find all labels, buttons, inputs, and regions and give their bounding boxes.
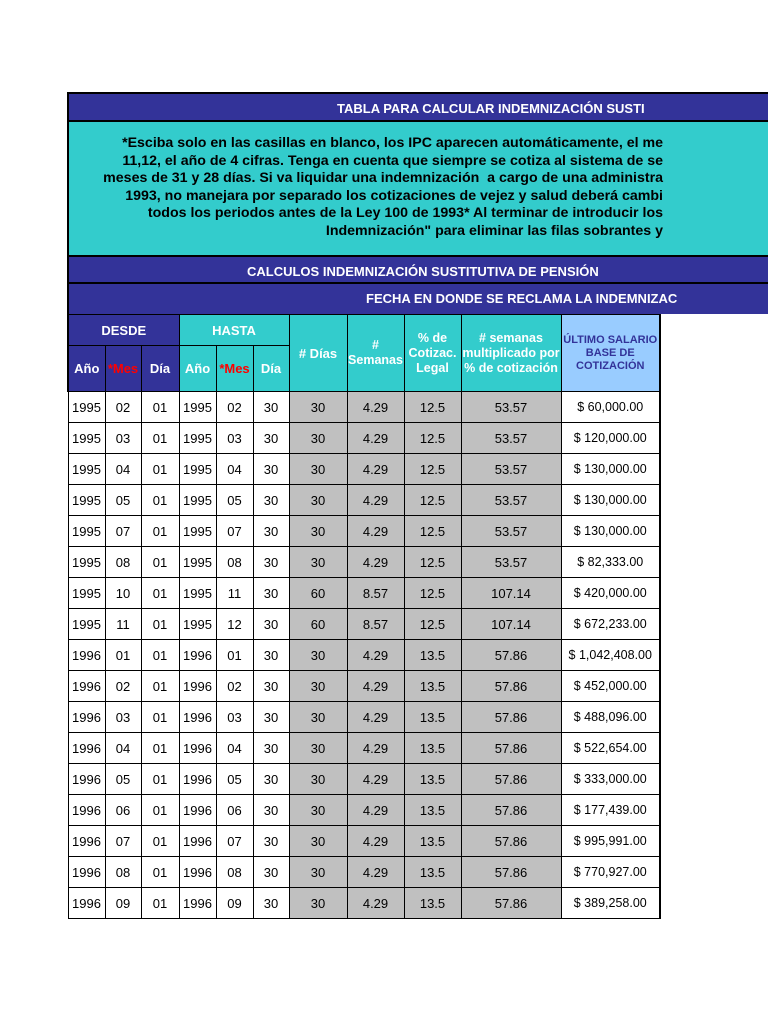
hasta-dia-cell[interactable]: 30 xyxy=(253,640,289,671)
cotizacion-header: % de Cotizac. Legal xyxy=(404,315,461,392)
hasta-anio-cell[interactable]: 1995 xyxy=(179,485,216,516)
salario-cell[interactable]: $ 770,927.00 xyxy=(561,857,660,888)
salario-cell[interactable]: $ 389,258.00 xyxy=(561,888,660,919)
desde-dia-cell[interactable]: 01 xyxy=(141,392,179,423)
hasta-dia-cell[interactable]: 30 xyxy=(253,764,289,795)
semanas-multiplicado-cell: 57.86 xyxy=(461,857,561,888)
semanas-cell: 4.29 xyxy=(347,454,404,485)
dias-cell: 30 xyxy=(289,423,347,454)
table-row xyxy=(68,857,660,888)
desde-anio-cell[interactable]: 1995 xyxy=(68,516,105,547)
desde-anio-cell[interactable]: 1996 xyxy=(68,857,105,888)
hasta-dia-cell[interactable]: 30 xyxy=(253,454,289,485)
salario-cell[interactable]: $ 177,439.00 xyxy=(561,795,660,826)
hasta-dia-cell[interactable]: 30 xyxy=(253,888,289,919)
instructions-box xyxy=(67,122,768,255)
desde-mes-cell[interactable]: 02 xyxy=(105,392,141,423)
semanas-multiplicado-cell: 53.57 xyxy=(461,454,561,485)
hasta-dia-cell[interactable]: 30 xyxy=(253,857,289,888)
cotizacion-cell: 13.5 xyxy=(404,888,461,919)
desde-dia-cell[interactable]: 01 xyxy=(141,516,179,547)
semanas-multiplicado-cell: 53.57 xyxy=(461,547,561,578)
dias-cell: 30 xyxy=(289,516,347,547)
desde-mes-cell[interactable]: 06 xyxy=(105,795,141,826)
semanas-cell: 8.57 xyxy=(347,609,404,640)
cotizacion-cell: 13.5 xyxy=(404,671,461,702)
hasta-anio-cell[interactable]: 1995 xyxy=(179,516,216,547)
semanas-multiplicado-cell: 57.86 xyxy=(461,733,561,764)
desde-mes-cell[interactable]: 05 xyxy=(105,485,141,516)
cotizacion-cell: 12.5 xyxy=(404,609,461,640)
hasta-mes-cell[interactable]: 05 xyxy=(216,764,253,795)
semanas-multiplicado-header: # semanas multiplicado por % de cotización xyxy=(461,315,561,392)
desde-mes-cell[interactable]: 03 xyxy=(105,423,141,454)
semanas-multiplicado-cell: 57.86 xyxy=(461,702,561,733)
semanas-multiplicado-cell: 107.14 xyxy=(461,578,561,609)
hasta-dia-cell[interactable]: 30 xyxy=(253,547,289,578)
desde-dia-cell[interactable]: 01 xyxy=(141,826,179,857)
hasta-mes-cell[interactable]: 08 xyxy=(216,857,253,888)
desde-anio-cell[interactable]: 1996 xyxy=(68,764,105,795)
desde-mes-cell[interactable]: 10 xyxy=(105,578,141,609)
semanas-cell: 4.29 xyxy=(347,702,404,733)
cotizacion-cell: 12.5 xyxy=(404,547,461,578)
semanas-multiplicado-cell: 57.86 xyxy=(461,888,561,919)
hasta-mes-cell[interactable]: 07 xyxy=(216,516,253,547)
hasta-dia-cell[interactable]: 30 xyxy=(253,423,289,454)
semanas-cell: 4.29 xyxy=(347,733,404,764)
desde-mes-cell[interactable]: 02 xyxy=(105,671,141,702)
hasta-anio-cell[interactable]: 1996 xyxy=(179,764,216,795)
semanas-cell: 8.57 xyxy=(347,578,404,609)
hasta-anio-cell[interactable]: 1996 xyxy=(179,795,216,826)
hasta-mes-cell[interactable]: 06 xyxy=(216,795,253,826)
desde-dia-cell[interactable]: 01 xyxy=(141,702,179,733)
contributions-table xyxy=(67,314,661,919)
desde-anio-cell[interactable]: 1996 xyxy=(68,826,105,857)
salario-cell[interactable]: $ 995,991.00 xyxy=(561,826,660,857)
semanas-multiplicado-cell: 53.57 xyxy=(461,485,561,516)
hasta-dia-cell[interactable]: 30 xyxy=(253,578,289,609)
desde-mes-cell[interactable]: 05 xyxy=(105,764,141,795)
table-row xyxy=(68,733,660,764)
instructions-text xyxy=(69,122,663,240)
cotizacion-cell: 12.5 xyxy=(404,454,461,485)
table-row xyxy=(68,423,660,454)
hasta-header: HASTA xyxy=(179,315,289,346)
hasta-mes-cell[interactable]: 02 xyxy=(216,392,253,423)
claim-date-label: FECHA EN DONDE SE RECLAMA LA INDEMNIZAC xyxy=(366,291,678,306)
hasta-mes-cell[interactable]: 08 xyxy=(216,547,253,578)
salario-cell[interactable]: $ 120,000.00 xyxy=(561,423,660,454)
hasta-mes-header: *Mes xyxy=(216,346,253,392)
table-row xyxy=(68,454,660,485)
semanas-cell: 4.29 xyxy=(347,485,404,516)
semanas-cell: 4.29 xyxy=(347,547,404,578)
dias-cell: 30 xyxy=(289,547,347,578)
table-row xyxy=(68,764,660,795)
dias-cell: 30 xyxy=(289,485,347,516)
dias-header: # Días xyxy=(289,315,347,392)
desde-mes-cell[interactable]: 08 xyxy=(105,547,141,578)
hasta-mes-cell[interactable]: 03 xyxy=(216,423,253,454)
hasta-mes-cell[interactable]: 09 xyxy=(216,888,253,919)
desde-dia-header: Día xyxy=(141,346,179,392)
salario-cell[interactable]: $ 82,333.00 xyxy=(561,547,660,578)
cotizacion-cell: 13.5 xyxy=(404,764,461,795)
semanas-cell: 4.29 xyxy=(347,640,404,671)
hasta-dia-cell[interactable]: 30 xyxy=(253,702,289,733)
hasta-anio-cell[interactable]: 1995 xyxy=(179,547,216,578)
hasta-mes-cell[interactable]: 05 xyxy=(216,485,253,516)
hasta-mes-cell[interactable]: 01 xyxy=(216,640,253,671)
instruction-line: 11,12, el año de 4 cifras. Tenga en cuenta que siempre se cotiza al sistema de se xyxy=(122,152,663,169)
desde-anio-cell[interactable]: 1996 xyxy=(68,671,105,702)
cotizacion-cell: 12.5 xyxy=(404,423,461,454)
desde-anio-cell[interactable]: 1996 xyxy=(68,702,105,733)
hasta-anio-cell[interactable]: 1995 xyxy=(179,392,216,423)
table-row xyxy=(68,485,660,516)
semanas-multiplicado-cell: 57.86 xyxy=(461,795,561,826)
desde-dia-cell[interactable]: 01 xyxy=(141,671,179,702)
dias-cell: 30 xyxy=(289,454,347,485)
salario-cell[interactable]: $ 60,000.00 xyxy=(561,392,660,423)
hasta-dia-cell[interactable]: 30 xyxy=(253,671,289,702)
hasta-dia-header: Día xyxy=(253,346,289,392)
desde-dia-cell[interactable]: 01 xyxy=(141,640,179,671)
hasta-dia-cell[interactable]: 30 xyxy=(253,609,289,640)
cotizacion-cell: 12.5 xyxy=(404,485,461,516)
desde-anio-cell[interactable]: 1995 xyxy=(68,578,105,609)
table-title-bar xyxy=(67,92,768,122)
hasta-dia-cell[interactable]: 30 xyxy=(253,392,289,423)
desde-dia-cell[interactable]: 01 xyxy=(141,857,179,888)
hasta-mes-cell[interactable]: 02 xyxy=(216,671,253,702)
salario-cell[interactable]: $ 452,000.00 xyxy=(561,671,660,702)
dias-cell: 30 xyxy=(289,640,347,671)
hasta-mes-cell[interactable]: 03 xyxy=(216,702,253,733)
hasta-mes-cell[interactable]: 04 xyxy=(216,733,253,764)
table-title: TABLA PARA CALCULAR INDEMNIZACIÓN SUSTI xyxy=(337,101,645,116)
table-row xyxy=(68,547,660,578)
table-row xyxy=(68,702,660,733)
desde-anio-cell[interactable]: 1995 xyxy=(68,609,105,640)
hasta-anio-cell[interactable]: 1995 xyxy=(179,423,216,454)
salario-cell[interactable]: $ 130,000.00 xyxy=(561,516,660,547)
instruction-line: meses de 31 y 28 días. Si va liquidar una indemnización a cargo de una administra xyxy=(103,170,663,186)
semanas-cell: 4.29 xyxy=(347,392,404,423)
desde-anio-cell[interactable]: 1996 xyxy=(68,640,105,671)
dias-cell: 30 xyxy=(289,702,347,733)
desde-dia-cell[interactable]: 01 xyxy=(141,547,179,578)
semanas-cell: 4.29 xyxy=(347,888,404,919)
dias-cell: 30 xyxy=(289,795,347,826)
table-row xyxy=(68,888,660,919)
hasta-mes-cell[interactable]: 11 xyxy=(216,578,253,609)
hasta-dia-cell[interactable]: 30 xyxy=(253,733,289,764)
table-row xyxy=(68,795,660,826)
desde-dia-cell[interactable]: 01 xyxy=(141,423,179,454)
desde-anio-cell[interactable]: 1996 xyxy=(68,795,105,826)
semanas-cell: 4.29 xyxy=(347,826,404,857)
desde-mes-header: *Mes xyxy=(105,346,141,392)
desde-anio-cell[interactable]: 1995 xyxy=(68,454,105,485)
hasta-anio-cell[interactable]: 1996 xyxy=(179,826,216,857)
hasta-anio-cell[interactable]: 1996 xyxy=(179,888,216,919)
hasta-anio-header: Año xyxy=(179,346,216,392)
desde-mes-cell[interactable]: 08 xyxy=(105,857,141,888)
semanas-multiplicado-cell: 57.86 xyxy=(461,671,561,702)
hasta-mes-cell[interactable]: 07 xyxy=(216,826,253,857)
calc-title-bar xyxy=(67,255,768,284)
desde-dia-cell[interactable]: 01 xyxy=(141,888,179,919)
salario-cell[interactable]: $ 1,042,408.00 xyxy=(561,640,660,671)
desde-anio-header: Año xyxy=(68,346,105,392)
table-row xyxy=(68,609,660,640)
dias-cell: 30 xyxy=(289,392,347,423)
desde-mes-cell[interactable]: 07 xyxy=(105,516,141,547)
hasta-anio-cell[interactable]: 1995 xyxy=(179,609,216,640)
semanas-header: # Semanas xyxy=(347,315,404,392)
table-row xyxy=(68,671,660,702)
desde-anio-cell[interactable]: 1995 xyxy=(68,392,105,423)
semanas-cell: 4.29 xyxy=(347,764,404,795)
desde-anio-cell[interactable]: 1996 xyxy=(68,733,105,764)
cotizacion-cell: 13.5 xyxy=(404,733,461,764)
cotizacion-cell: 12.5 xyxy=(404,578,461,609)
desde-dia-cell[interactable]: 01 xyxy=(141,733,179,764)
semanas-cell: 4.29 xyxy=(347,516,404,547)
semanas-multiplicado-cell: 57.86 xyxy=(461,640,561,671)
hasta-dia-cell[interactable]: 30 xyxy=(253,826,289,857)
table-row xyxy=(68,516,660,547)
instruction-line: *Esciba solo en las casillas en blanco, los IPC aparecen automáticamente, el me xyxy=(122,135,663,151)
desde-mes-cell[interactable]: 04 xyxy=(105,454,141,485)
desde-mes-cell[interactable]: 04 xyxy=(105,733,141,764)
salario-cell[interactable]: $ 488,096.00 xyxy=(561,702,660,733)
semanas-multiplicado-cell: 53.57 xyxy=(461,516,561,547)
instruction-line: todos los periodos antes de la Ley 100 de 1993* Al terminar de introducir los xyxy=(147,205,663,221)
semanas-cell: 4.29 xyxy=(347,671,404,702)
table-row xyxy=(68,392,660,423)
desde-mes-cell[interactable]: 01 xyxy=(105,640,141,671)
desde-anio-cell[interactable]: 1995 xyxy=(68,423,105,454)
hasta-mes-cell[interactable]: 04 xyxy=(216,454,253,485)
semanas-multiplicado-cell: 57.86 xyxy=(461,826,561,857)
salario-cell[interactable]: $ 333,000.00 xyxy=(561,764,660,795)
dias-cell: 60 xyxy=(289,609,347,640)
hasta-mes-cell[interactable]: 12 xyxy=(216,609,253,640)
dias-cell: 30 xyxy=(289,671,347,702)
hasta-dia-cell[interactable]: 30 xyxy=(253,795,289,826)
salario-cell[interactable]: $ 522,654.00 xyxy=(561,733,660,764)
dias-cell: 30 xyxy=(289,888,347,919)
semanas-multiplicado-cell: 107.14 xyxy=(461,609,561,640)
salario-cell[interactable]: $ 672,233.00 xyxy=(561,609,660,640)
salario-cell[interactable]: $ 130,000.00 xyxy=(561,454,660,485)
table-row xyxy=(68,826,660,857)
desde-header: DESDE xyxy=(68,315,179,346)
cotizacion-cell: 12.5 xyxy=(404,392,461,423)
desde-mes-cell[interactable]: 11 xyxy=(105,609,141,640)
dias-cell: 30 xyxy=(289,764,347,795)
salario-cell[interactable]: $ 130,000.00 xyxy=(561,485,660,516)
cotizacion-cell: 13.5 xyxy=(404,640,461,671)
semanas-cell: 4.29 xyxy=(347,857,404,888)
cotizacion-cell: 12.5 xyxy=(404,516,461,547)
calc-title: CALCULOS INDEMNIZACIÓN SUSTITUTIVA DE PENSIÓN xyxy=(247,264,599,279)
desde-dia-cell[interactable]: 01 xyxy=(141,578,179,609)
semanas-cell: 4.29 xyxy=(347,423,404,454)
desde-anio-cell[interactable]: 1996 xyxy=(68,888,105,919)
desde-mes-cell[interactable]: 09 xyxy=(105,888,141,919)
hasta-anio-cell[interactable]: 1996 xyxy=(179,640,216,671)
dias-cell: 30 xyxy=(289,826,347,857)
dias-cell: 60 xyxy=(289,578,347,609)
desde-mes-cell[interactable]: 03 xyxy=(105,702,141,733)
instruction-line: 1993, no manejara por separado los cotizaciones de vejez y salud deberá cambi xyxy=(125,187,663,204)
desde-dia-cell[interactable]: 01 xyxy=(141,764,179,795)
hasta-dia-cell[interactable]: 30 xyxy=(253,485,289,516)
instruction-line: Indemnización" para eliminar las filas sobrantes y xyxy=(325,222,663,239)
semanas-multiplicado-cell: 53.57 xyxy=(461,392,561,423)
desde-anio-cell[interactable]: 1995 xyxy=(68,547,105,578)
desde-dia-cell[interactable]: 01 xyxy=(141,485,179,516)
desde-dia-cell[interactable]: 01 xyxy=(141,795,179,826)
hasta-anio-cell[interactable]: 1996 xyxy=(179,671,216,702)
dias-cell: 30 xyxy=(289,857,347,888)
salario-base-header: ÚLTIMO SALARIO BASE DE COTIZACIÓN xyxy=(561,315,660,392)
hasta-anio-cell[interactable]: 1996 xyxy=(179,857,216,888)
table-row xyxy=(68,578,660,609)
cotizacion-cell: 13.5 xyxy=(404,702,461,733)
semanas-cell: 4.29 xyxy=(347,795,404,826)
hasta-anio-cell[interactable]: 1995 xyxy=(179,578,216,609)
semanas-multiplicado-cell: 57.86 xyxy=(461,764,561,795)
hasta-dia-cell[interactable]: 30 xyxy=(253,516,289,547)
dias-cell: 30 xyxy=(289,733,347,764)
desde-dia-cell[interactable]: 01 xyxy=(141,609,179,640)
salario-cell[interactable]: $ 420,000.00 xyxy=(561,578,660,609)
desde-dia-cell[interactable]: 01 xyxy=(141,454,179,485)
semanas-multiplicado-cell: 53.57 xyxy=(461,423,561,454)
cotizacion-cell: 13.5 xyxy=(404,795,461,826)
claim-date-bar xyxy=(67,284,768,314)
hasta-anio-cell[interactable]: 1996 xyxy=(179,702,216,733)
hasta-anio-cell[interactable]: 1995 xyxy=(179,454,216,485)
hasta-anio-cell[interactable]: 1996 xyxy=(179,733,216,764)
desde-mes-cell[interactable]: 07 xyxy=(105,826,141,857)
cotizacion-cell: 13.5 xyxy=(404,857,461,888)
desde-anio-cell[interactable]: 1995 xyxy=(68,485,105,516)
cotizacion-cell: 13.5 xyxy=(404,826,461,857)
table-row xyxy=(68,640,660,671)
